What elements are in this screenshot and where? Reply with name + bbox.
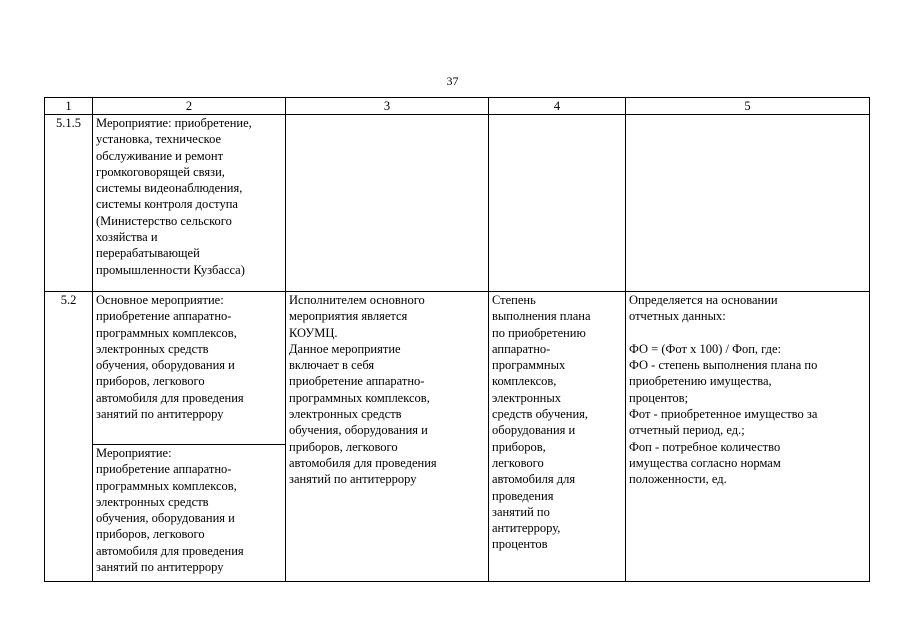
sub-activity-cell: Мероприятие: приобретение аппаратно- программных комплексов, электронных средств обучения, оборудования и приборов, легкового автомобиля для проведения занятий по антитеррору xyxy=(93,445,286,582)
indicator-cell xyxy=(489,115,626,292)
row-number: 5.2 xyxy=(45,292,93,582)
header-cell: 4 xyxy=(489,98,626,115)
indicator-cell: Степень выполнения плана по приобретению аппаратно- программных комплексов, электронных средств обучения, оборудования и приборов, легкового автомобиля для проведения занятий по антитеррору, процентов xyxy=(489,292,626,582)
activity-cell: Основное мероприятие: приобретение аппаратно- программных комплексов, электронных средств обучения, оборудования и приборов, легкового автомобиля для проведения занятий по антитеррору xyxy=(93,292,286,445)
header-cell: 5 xyxy=(626,98,870,115)
activity-cell: Мероприятие: приобретение, установка, техническое обслуживание и ремонт громкоговорящей связи, системы видеонаблюдения, системы контроля доступа (Министерство сельского хозяйства и перерабатывающей промышленности Кузбасса) xyxy=(93,115,286,292)
description-cell xyxy=(286,115,489,292)
table-row xyxy=(45,292,870,445)
document-table xyxy=(44,97,870,582)
table-row xyxy=(45,115,870,292)
header-cell: 1 xyxy=(45,98,93,115)
table-header-row xyxy=(45,98,870,115)
method-cell xyxy=(626,115,870,292)
page-number: 37 xyxy=(446,74,459,88)
header-cell: 2 xyxy=(93,98,286,115)
description-cell: Исполнителем основного мероприятия является КОУМЦ. Данное мероприятие включает в себя приобретение аппаратно- программных комплексов, электронных средств обучения, оборудования и приборов, легкового автомобиля для проведения занятий по антитеррору xyxy=(286,292,489,582)
method-cell: Определяется на основании отчетных данных: ФО = (Фот x 100) / Фоп, где: ФО - степень выполнения плана по приобретению имущества, процентов; Фот - приобретенное имущество за отчетный период, ед.; Фоп - потребное количество имущества согласно нормам положенности, ед. xyxy=(626,292,870,582)
header-cell: 3 xyxy=(286,98,489,115)
row-number: 5.1.5 xyxy=(45,115,93,292)
